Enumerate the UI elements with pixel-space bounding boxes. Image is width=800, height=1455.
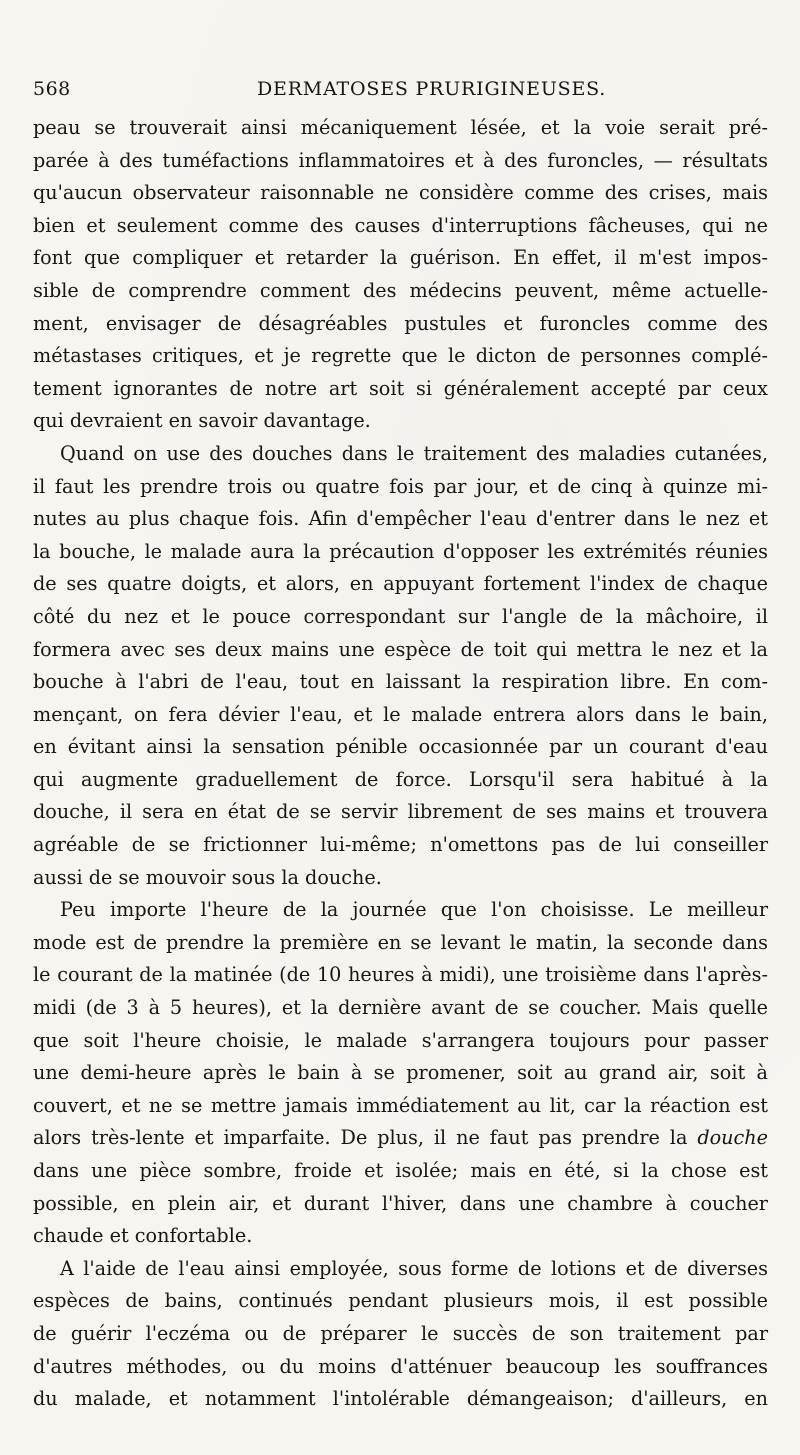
text-line: bien et seulement comme des causes d'interruptions fâcheuses, qui ne (33, 213, 768, 237)
text-line: agréable de se frictionner lui-même; n'omettons pas de lui conseiller (33, 833, 768, 857)
emphasis: douche (697, 1126, 768, 1150)
text-line: la bouche, le malade aura la précaution d'opposer les extrémités réunies (33, 539, 768, 563)
text-line: tement ignorantes de notre art soit si généralement accepté par ceux (33, 376, 768, 400)
text-line: douche, il sera en état de se servir librement de ses mains et trouvera (33, 800, 768, 824)
text-line: qu'aucun observateur raisonnable ne considère comme des crises, mais (33, 181, 768, 205)
text-line: aussi de se mouvoir sous la douche. (33, 865, 382, 889)
paragraph (33, 894, 768, 1253)
text-line: sible de comprendre comment des médecins peuvent, même actuelle- (33, 278, 768, 302)
paragraph (33, 112, 768, 438)
text-line: une demi-heure après le bain à se promener, soit au grand air, soit à (33, 1061, 768, 1085)
text-line: nutes au plus chaque fois. Afin d'empêcher l'eau d'entrer dans le nez et (33, 507, 768, 531)
text-line: Quand on use des douches dans le traitement des maladies cutanées, (60, 441, 768, 465)
text-line: Peu importe l'heure de la journée que l'on choisisse. Le meilleur (60, 898, 768, 922)
text-line: en évitant ainsi la sensation pénible occasionnée par un courant d'eau (33, 735, 768, 759)
text-line: il faut les prendre trois ou quatre fois par jour, et de cinq à quinze mi- (33, 474, 768, 498)
text-line: mode est de prendre la première en se levant le matin, la seconde dans (33, 930, 768, 954)
text-line: dans une pièce sombre, froide et isolée; mais en été, si la chose est (33, 1159, 768, 1182)
text-line: qui augmente graduellement de force. Lorsqu'il sera habitué à la (33, 767, 768, 791)
text-line: ment, envisager de désagréables pustules et furoncles comme des (33, 311, 768, 335)
page-number: 568 (33, 78, 71, 100)
text-line: font que compliquer et retarder la guérison. En effet, il m'est impos- (33, 246, 768, 270)
text-line: du malade, et notamment l'intolérable démangeaison; d'ailleurs, en (33, 1387, 768, 1411)
paragraph (33, 1253, 768, 1416)
text-line: côté du nez et le pouce correspondant sur l'angle de la mâchoire, il (33, 604, 768, 628)
text-line: de ses quatre doigts, et alors, en appuyant fortement l'index de chaque (33, 572, 768, 596)
text-line: que soit l'heure choisie, le malade s'arrangera toujours pour passer (33, 1028, 768, 1052)
text-line: chaude et confortable. (33, 1224, 253, 1248)
text-line: bouche à l'abri de l'eau, tout en laissant la respiration libre. En com- (33, 670, 768, 694)
text-line: midi (de 3 à 5 heures), et la dernière avant de se coucher. Mais quelle (33, 996, 768, 1020)
text-line: espèces de bains, continués pendant plusieurs mois, il est possible (33, 1289, 768, 1313)
text-line: mençant, on fera dévier l'eau, et le malade entrera alors dans le bain, (33, 702, 768, 726)
text-line: de guérir l'eczéma ou de préparer le succès de son traitement par (33, 1321, 768, 1345)
text-line: d'autres méthodes, ou du moins d'atténuer beaucoup les souffrances (33, 1354, 768, 1378)
running-head (33, 78, 768, 106)
text-line: qui devraient en savoir davantage. (33, 409, 371, 433)
body-text (33, 112, 768, 1416)
text-line: métastases critiques, et je regrette que le dicton de personnes complé- (33, 344, 768, 368)
paragraph (33, 438, 768, 894)
text-line: alors très-lente et imparfaite. De plus, il ne faut pas prendre la douche (33, 1126, 768, 1150)
text-line: le courant de la matinée (de 10 heures à midi), une troisième dans l'après- (33, 963, 768, 987)
text-line: possible, en plein air, et durant l'hiver, dans une chambre à coucher (33, 1191, 768, 1215)
running-title: DERMATOSES PRURIGINEUSES. (257, 78, 607, 100)
text-line: formera avec ses deux mains une espèce de toit qui mettra le nez et la (33, 637, 768, 661)
text-line: parée à des tuméfactions inflammatoires et à des furoncles, — résultats (33, 148, 768, 172)
text-line: peau se trouverait ainsi mécaniquement lésée, et la voie serait pré- (33, 116, 768, 139)
text-line: couvert, et ne se mettre jamais immédiatement au lit, car la réaction est (33, 1093, 768, 1117)
text-line: A l'aide de l'eau ainsi employée, sous forme de lotions et de diverses (60, 1256, 768, 1280)
